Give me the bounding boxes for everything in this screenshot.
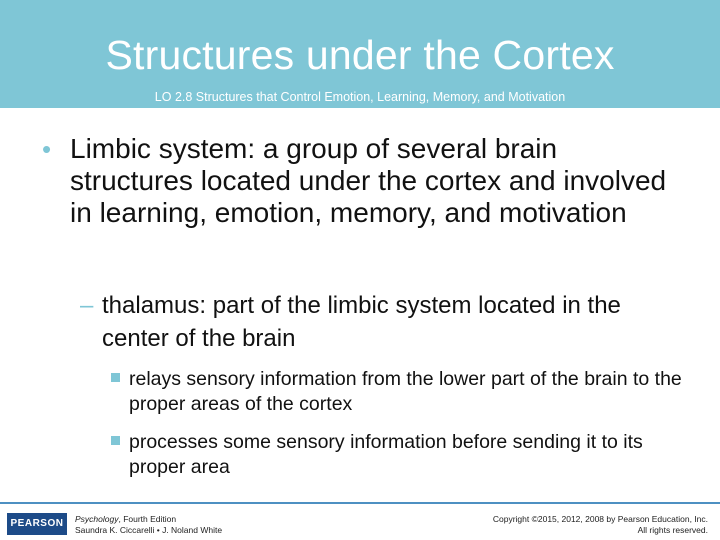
book-citation xyxy=(75,514,222,536)
book-authors: Saundra K. Ciccarelli • J. Noland White xyxy=(75,525,223,535)
rights-text: All rights reserved. xyxy=(637,525,708,535)
square-bullet-icon xyxy=(111,373,120,382)
bullet-level1-text: Limbic system: a group of several brain structures located under the cortex and involved in learning, emotion, memory, and motivation xyxy=(70,133,667,228)
bullet-level2-text: thalamus: part of the limbic system located in the center of the brain xyxy=(102,292,621,352)
bullet-dot-icon: • xyxy=(42,134,52,164)
dash-icon: – xyxy=(80,292,94,319)
copyright-text: Copyright ©2015, 2012, 2008 by Pearson Education, Inc. xyxy=(492,514,708,524)
book-title: Psychology xyxy=(75,514,119,524)
square-bullet-icon xyxy=(111,436,120,445)
bullet-level2 xyxy=(80,289,677,355)
copyright-notice xyxy=(408,514,708,536)
slide-subtitle: LO 2.8 Structures that Control Emotion, Learning, Memory, and Motivation xyxy=(154,90,566,104)
bullet-level3-text: relays sensory information from the lower part of the brain to the proper areas of the cortex xyxy=(129,368,682,415)
bullet-level3-text: processes some sensory information before sending it to its proper area xyxy=(129,431,643,478)
book-edition: , Fourth Edition xyxy=(118,514,177,524)
bullet-level3-item xyxy=(129,430,689,480)
footer-divider xyxy=(0,502,720,504)
slide-title: Structures under the Cortex xyxy=(105,32,615,78)
bullet-level3-item xyxy=(129,367,689,417)
bullet-level1 xyxy=(42,133,670,229)
pearson-logo: PEARSON xyxy=(7,513,67,535)
